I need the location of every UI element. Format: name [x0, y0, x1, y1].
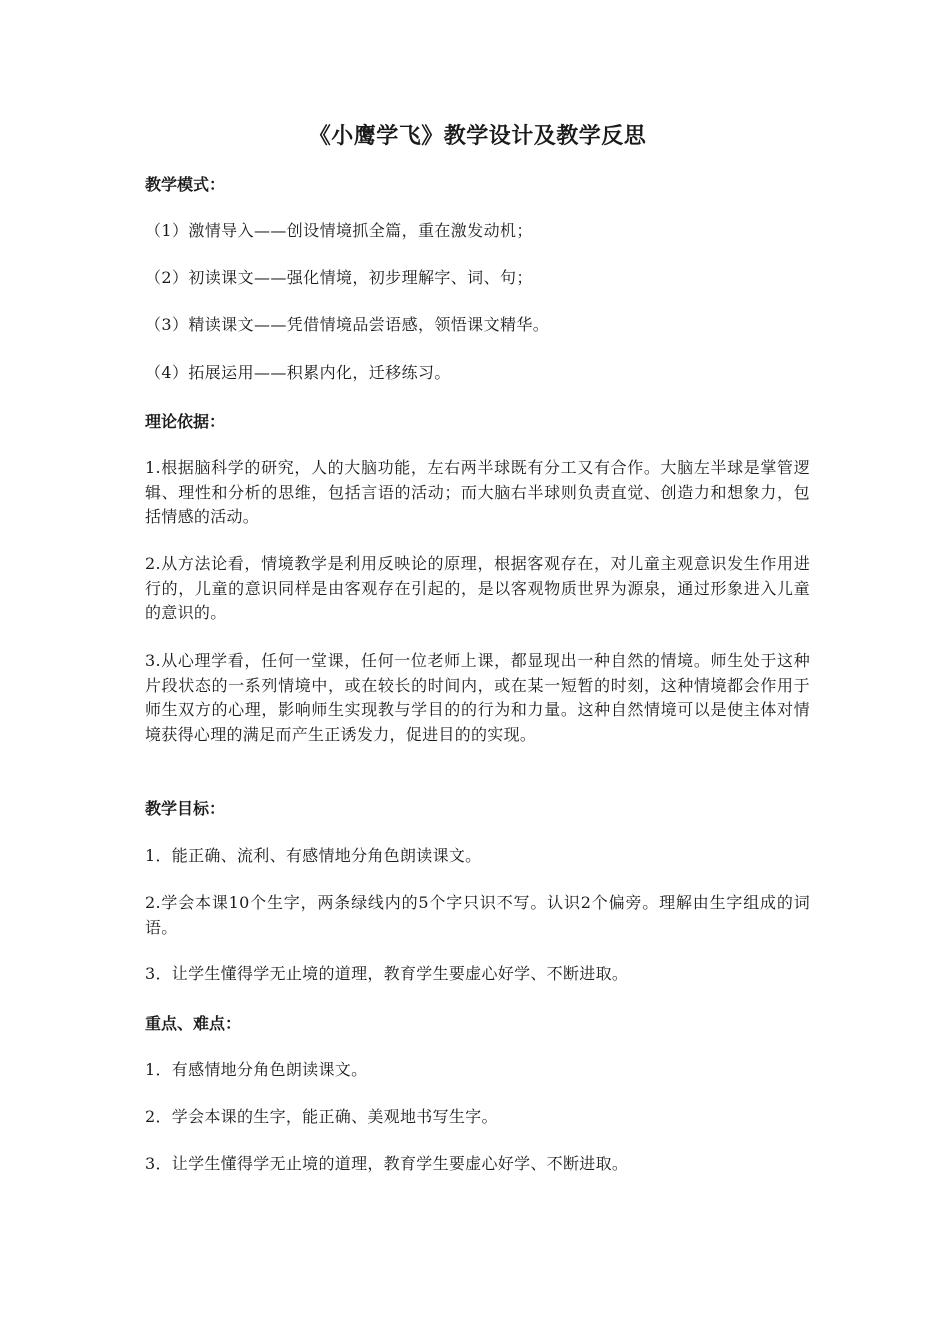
keypoint-item: 1．有感情地分角色朗读课文。 [145, 1060, 368, 1079]
goal-item: 2.学会本课10个生字，两条绿线内的5个字只识不写。认识2个偏旁。理解由生字组成的词语。 [145, 893, 810, 937]
keypoint-item: 3．让学生懂得学无止境的道理，教育学生要虚心好学、不断进取。 [145, 1154, 629, 1173]
document-title: 《小鹰学飞》教学设计及教学反思 [308, 124, 647, 149]
section-heading-goals: 教学目标： [145, 799, 226, 818]
theory-paragraph: 3.从心理学看，任何一堂课，任何一位老师上课，都显现出一种自然的情境。师生处于这种片段状态的一系列情境中，或在较长的时间内，或在某一短暂的时刻，这种情境都会作用于师生双方的心理，影响师生实现教与学目的的行为和力量。这种自然情境可以是使主体对情境获得心理的满足而产生正诱发力，促进目的的实现。 [145, 651, 810, 744]
keypoint-item: 2．学会本课的生字，能正确、美观地书写生字。 [145, 1107, 498, 1126]
section-heading-keypoints: 重点、难点： [145, 1014, 242, 1033]
mode-item: （2）初读课文——强化情境，初步理解字、词、句； [145, 268, 533, 287]
section-heading-theory: 理论依据： [145, 412, 226, 431]
goal-item: 1．能正确、流利、有感情地分角色朗读课文。 [145, 846, 482, 865]
section-heading-mode: 教学模式： [145, 175, 226, 194]
theory-paragraph: 1.根据脑科学的研究，人的大脑功能，左右两半球既有分工又有合作。大脑左半球是掌管逻辑、理性和分析的思维，包括言语的活动；而大脑右半球则负责直觉、创造力和想象力，包括情感的活动。 [145, 458, 810, 526]
mode-item: （4）拓展运用——积累内化，迁移练习。 [145, 363, 451, 382]
mode-item: （3）精读课文——凭借情境品尝语感，领悟课文精华。 [145, 315, 550, 334]
theory-paragraph: 2.从方法论看，情境教学是利用反映论的原理，根据客观存在，对儿童主观意识发生作用进行的，儿童的意识同样是由客观存在引起的，是以客观物质世界为源泉，通过形象进入儿童的意识的。 [145, 554, 810, 622]
goal-item: 3．让学生懂得学无止境的道理，教育学生要虚心好学、不断进取。 [145, 964, 629, 983]
mode-item: （1）激情导入——创设情境抓全篇，重在激发动机； [145, 221, 533, 240]
